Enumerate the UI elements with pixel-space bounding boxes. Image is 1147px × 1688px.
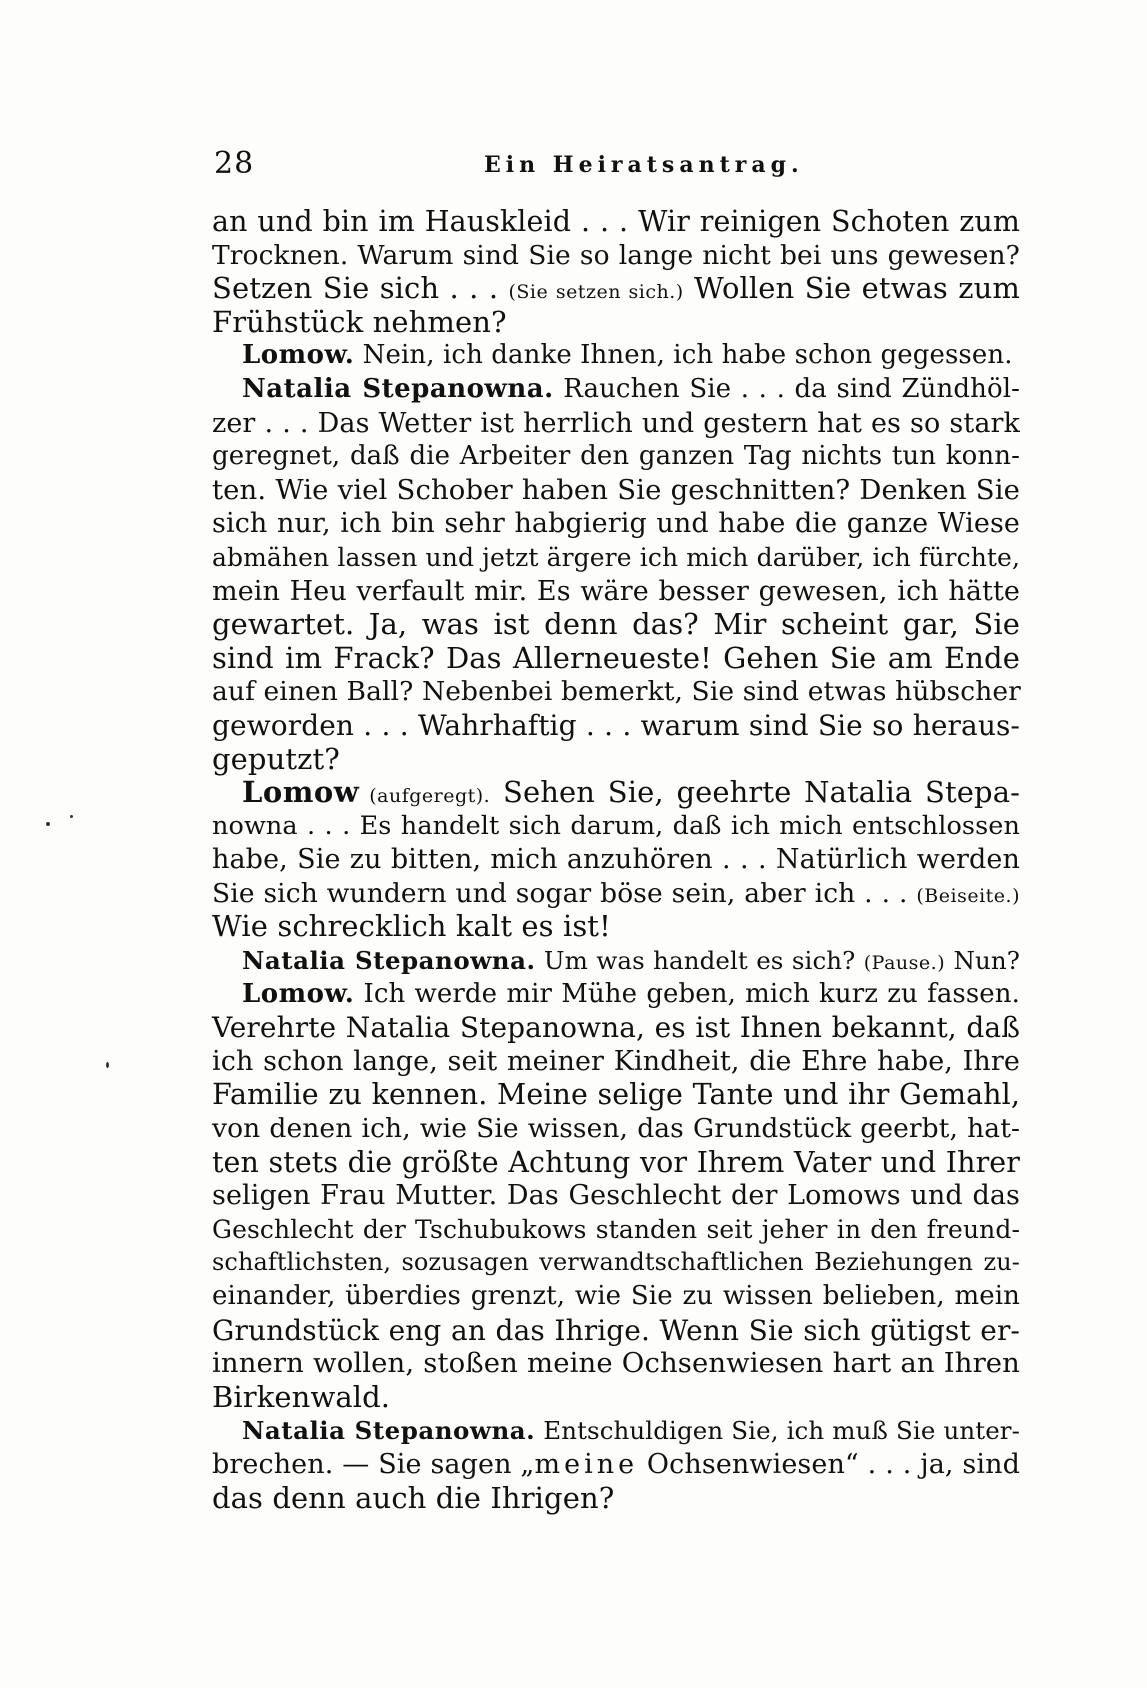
text-line bbox=[212, 1448, 1020, 1482]
line-text: ten stets die größte Achtung vor Ihrem Vater und Ihrer bbox=[212, 1145, 1020, 1179]
text-line bbox=[212, 843, 1020, 877]
text-line bbox=[212, 675, 1020, 709]
text-line bbox=[212, 1011, 1020, 1045]
text-line bbox=[212, 1179, 1020, 1213]
line-text: Verehrte Natalia Stepanowna, es ist Ihnen bekannt, daß bbox=[212, 1011, 1020, 1045]
line-text: Grundstück eng an das Ihrige. Wenn Sie sich gütigst er- bbox=[212, 1313, 1020, 1347]
text-line bbox=[212, 239, 1020, 273]
text-line bbox=[212, 1314, 1020, 1348]
text-line bbox=[212, 810, 1020, 844]
line-text: Geschlecht der Tschubukows standen seit jeher in den freund- bbox=[212, 1214, 1020, 1244]
line-text: Wollen Sie etwas zum bbox=[683, 271, 1021, 306]
text-line bbox=[212, 1045, 1020, 1079]
line-text: von denen ich, wie Sie wissen, das Grundstück geerbt, hat- bbox=[212, 1113, 1020, 1145]
speaker-name: Lomow. bbox=[242, 978, 355, 1009]
text-line bbox=[212, 339, 1020, 373]
line-text: Ich werde mir Mühe geben, mich kurz zu fassen. bbox=[354, 978, 1020, 1009]
line-text: Familie zu kennen. Meine selige Tante und ihr Gemahl, bbox=[212, 1078, 1020, 1112]
line-text: zer . . . Das Wetter ist herrlich und gestern hat es so stark bbox=[212, 407, 1020, 439]
line-text: Ochsenwiesen“ . . . ja, sind bbox=[638, 1448, 1020, 1480]
text-line bbox=[212, 1347, 1020, 1381]
line-text: Wie schrecklich kalt es ist! bbox=[212, 909, 611, 944]
speaker-name: Lomow. bbox=[242, 340, 355, 371]
line-text: sind im Frack? Das Allerneueste! Gehen Sie am Ende bbox=[212, 640, 1020, 675]
stray-ink-mark bbox=[46, 822, 50, 826]
line-text: geworden . . . Wahrhaftig . . . warum sind Sie so heraus- bbox=[212, 708, 1020, 742]
line-text: Birkenwald. bbox=[212, 1379, 391, 1414]
stage-direction: (Pause.) bbox=[863, 952, 946, 975]
line-text: brechen. — Sie sagen „ bbox=[212, 1448, 535, 1480]
text-line bbox=[212, 272, 1020, 306]
text-line bbox=[212, 440, 1020, 474]
line-text: Frühstück nehmen? bbox=[212, 304, 507, 339]
emphasized-word: meine bbox=[534, 1448, 639, 1480]
line-text: abmähen lassen und jetzt ärgere ich mich darüber, ich fürchte, bbox=[212, 542, 1020, 572]
text-line bbox=[212, 608, 1020, 642]
text-line bbox=[212, 978, 1020, 1012]
stage-direction: (Sie setzen sich.) bbox=[508, 281, 684, 304]
text-line bbox=[212, 944, 1020, 978]
line-text: innern wollen, stoßen meine Ochsenwiesen hart an Ihren bbox=[212, 1347, 1020, 1380]
line-text: auf einen Ball? Nebenbei bemerkt, Sie sind etwas hübscher bbox=[212, 676, 1021, 708]
text-line bbox=[212, 1482, 1020, 1516]
line-text: mein Heu verfault mir. Es wäre besser gewesen, ich hätte bbox=[212, 575, 1020, 607]
line-text: einander, überdies grenzt, wie Sie zu wissen belieben, mein bbox=[212, 1281, 1020, 1311]
text-line bbox=[212, 507, 1020, 541]
line-text: an und bin im Hauskleid . . . Wir reinigen Schoten zum bbox=[212, 205, 1020, 238]
line-text: Entschuldigen Sie, ich muß Sie unter- bbox=[535, 1416, 1020, 1446]
text-line bbox=[212, 1112, 1020, 1146]
speaker-name: Natalia Stepanowna. bbox=[242, 946, 536, 976]
speaker-name: Lomow bbox=[242, 775, 360, 810]
stray-ink-mark bbox=[70, 815, 73, 818]
text-line bbox=[212, 1414, 1020, 1448]
stray-ink-mark bbox=[106, 1062, 109, 1068]
line-text: geregnet, daß die Arbeiter den ganzen Tag nichts tun konn- bbox=[212, 441, 1020, 472]
line-text: ten. Wie viel Schober haben Sie geschnitten? Denken Sie bbox=[212, 473, 1020, 506]
line-text: ich schon lange, seit meiner Kindheit, die Ehre habe, Ihre bbox=[212, 1045, 1020, 1077]
text-line bbox=[212, 474, 1020, 508]
text-line bbox=[212, 910, 1020, 944]
line-text: Nun? bbox=[945, 946, 1020, 976]
line-text: nowna . . . Es handelt sich darum, daß ich mich entschlossen bbox=[212, 810, 1020, 841]
stage-direction: (aufgeregt). bbox=[359, 785, 491, 808]
line-text: Setzen Sie sich . . . bbox=[212, 271, 509, 306]
running-title: Ein Heiratsantrag. bbox=[484, 152, 804, 178]
line-text: seligen Frau Mutter. Das Geschlecht der Lomows und das bbox=[212, 1180, 1020, 1212]
text-line bbox=[212, 407, 1020, 441]
speaker-name: Natalia Stepanowna. bbox=[242, 373, 554, 404]
page-header bbox=[214, 146, 1020, 186]
line-text: Sie sich wundern und sogar böse sein, aber ich . . . bbox=[212, 877, 917, 909]
text-line bbox=[212, 1146, 1020, 1180]
text-line bbox=[212, 541, 1020, 575]
line-text: Um was handelt es sich? bbox=[535, 946, 864, 976]
text-line bbox=[212, 373, 1020, 407]
text-line bbox=[212, 306, 1020, 340]
text-line bbox=[212, 743, 1020, 777]
text-line bbox=[212, 1213, 1020, 1247]
text-line bbox=[212, 205, 1020, 239]
text-line bbox=[212, 642, 1020, 676]
line-text: Rauchen Sie . . . da sind Zündhöl- bbox=[553, 373, 1021, 404]
body-text bbox=[212, 205, 1020, 1515]
line-text: sich nur, ich bin sehr habgierig und habe die ganze Wiese bbox=[212, 508, 1020, 540]
line-text: Sehen Sie, geehrte Natalia Stepa- bbox=[490, 775, 1020, 810]
text-line bbox=[212, 877, 1020, 911]
text-line bbox=[212, 1078, 1020, 1112]
text-line bbox=[212, 1280, 1020, 1314]
speaker-name: Natalia Stepanowna. bbox=[242, 1416, 536, 1446]
page-number: 28 bbox=[214, 146, 255, 181]
text-line bbox=[212, 575, 1020, 609]
text-line bbox=[212, 776, 1020, 810]
line-text: Trocknen. Warum sind Sie so lange nicht bei uns gewesen? bbox=[212, 239, 1020, 271]
line-text: das denn auch die Ihrigen? bbox=[212, 1480, 615, 1515]
stage-direction: (Beiseite.) bbox=[916, 884, 1020, 907]
line-text: geputzt? bbox=[212, 741, 340, 776]
line-text: gewartet. Ja, was ist denn das? Mir scheint gar, Sie bbox=[212, 607, 1020, 642]
text-line bbox=[212, 1246, 1020, 1280]
text-line bbox=[212, 1381, 1020, 1415]
line-text: Nein, ich danke Ihnen, ich habe schon gegessen. bbox=[354, 340, 1013, 371]
line-text: habe, Sie zu bitten, mich anzuhören . . . Natürlich werden bbox=[212, 844, 1020, 876]
text-line bbox=[212, 709, 1020, 743]
line-text: schaftlichsten, sozusagen verwandtschaftlichen Beziehungen zu- bbox=[212, 1248, 1020, 1277]
